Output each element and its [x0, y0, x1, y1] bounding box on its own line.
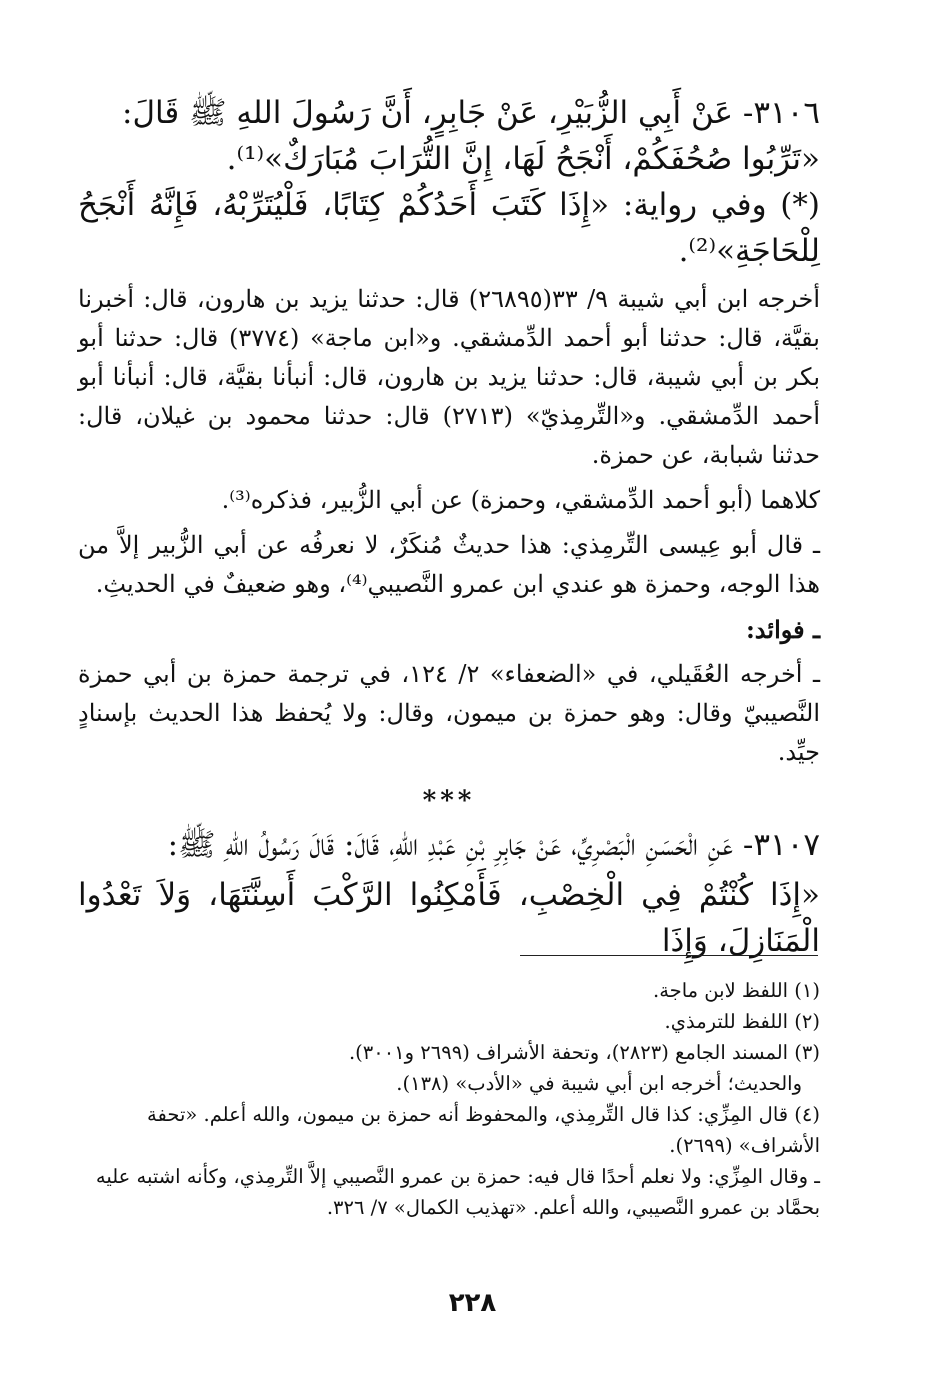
takhrij-section	[78, 280, 820, 772]
hadith-3106-variant: (*) وفي رواية: «إِذَا كَتَبَ أَحَدُكُمْ كِتَابًا، فَلْيُتَرِّبْهُ، فَإِنَّهُ أَنْجَحُ لِلْحَاجَةِ»⁽²⁾.	[78, 187, 820, 269]
fawaid-heading: ـ فوائد:	[745, 615, 820, 644]
takhrij-summary: كلاهما (أبو أحمد الدِّمشقي، وحمزة) عن أبي الزُّبير، فذكره⁽³⁾.	[221, 486, 820, 514]
fawaid-paragraph: ـ أخرجه العُقَيلي، في «الضعفاء» ٢/ ١٢٤، في ترجمة حمزة بن أبي حمزة النَّصيبيّ وقال: وهو حمزة بن ميمون، وقال: ولا يُحفظ هذا الحديث بإسنادٍ جيِّد.	[78, 660, 820, 766]
main-text	[78, 90, 820, 964]
hadith-3106-line-1: ٣١٠٦- عَنْ أَبِي الزُّبَيْرِ، عَنْ جَابِرٍ، أَنَّ رَسُولَ اللهِ ﷺ قَالَ:	[122, 95, 820, 131]
footnote-4: (٤) قال المِزِّي: كذا قال التِّرمِذي، والمحفوظ أنه حمزة بن ميمون، والله أعلم. «تحفة الأشراف» (٢٦٩٩).	[147, 1103, 820, 1157]
footnote-1: (١) اللفظ لابن ماجة.	[653, 979, 820, 1002]
footnote-divider	[520, 955, 818, 956]
page-number: ٢٢٨	[448, 1288, 497, 1318]
footnote-2: (٢) اللفظ للترمذي.	[664, 1010, 820, 1033]
footnote-3: (٣) المسند الجامع (٢٨٢٣)، وتحفة الأشراف (٢٦٩٩ و٣٠٠١).	[348, 1041, 820, 1064]
section-separator: ***	[422, 786, 476, 816]
tirmidhi-comment: ـ قال أبو عِيسى التِّرمِذي: هذا حديثٌ مُنكَرٌ، لا نعرفُه عن أبي الزُّبير إلاَّ من هذا الوجه، وحمزة هو عندي ابن عمرو النَّصيبي⁽⁴⁾، وهو ضعيفٌ في الحديثِ.	[78, 531, 820, 598]
footnote-4-continuation: ـ وقال المِزِّي: ولا نعلم أحدًا قال فيه: حمزة بن عمرو النَّصيبي إلاَّ التِّرمِذي، وكأنه اشتبه عليه بحمَّاد بن عمرو النَّصيبي، والله أعلم. «تهذيب الكمال» ٧/ ٣٢٦.	[95, 1165, 820, 1219]
hadith-3107-line-1: ٣١٠٧- عَنِ الْحَسَنِ الْبَصْرِيِّ، عَنْ جَابِرِ بْنِ عَبْدِ اللهِ، قَالَ: قَالَ رَسُولُ اللهِ ﷺ:	[167, 827, 820, 863]
footnotes	[78, 975, 820, 1223]
hadith-3106-line-2: «تَرِّبُوا صُحُفَكُمْ، أَنْجَحُ لَهَا، إِنَّ التُّرَابَ مُبَارَكٌ»⁽¹⁾.	[226, 141, 820, 177]
footnote-3-continuation: والحديث؛ أخرجه ابن أبي شيبة في «الأدب» (١٣٨).	[396, 1072, 802, 1095]
takhrij-paragraph: أخرجه ابن أبي شيبة ٩/ ٣٣(٢٦٨٩٥) قال: حدثنا يزيد بن هارون، قال: أخبرنا بقيَّة، قال: حدثنا أبو أحمد الدِّمشقي. و«ابن ماجة» (٣٧٧٤) قال: حدثنا أبو بكر بن أبي شيبة، قال: حدثنا يزيد بن هارون، قال: أنبأنا بقيَّة، قال: أنبأنا أبو أحمد الدِّمشقي. و«التِّرمِذيّ» (٢٧١٣) قال: حدثنا محمود بن غيلان، قال: حدثنا شبابة، عن حمزة.	[78, 285, 820, 469]
hadith-3107-line-2: «إِذَا كُنْتُمْ فِي الْخِصْبِ، فَأَمْكِنُوا الرَّكْبَ أَسِنَّتَهَا، وَلاَ تَعْدُوا الْمَنَازِلَ، وَإِذَا	[78, 877, 820, 959]
